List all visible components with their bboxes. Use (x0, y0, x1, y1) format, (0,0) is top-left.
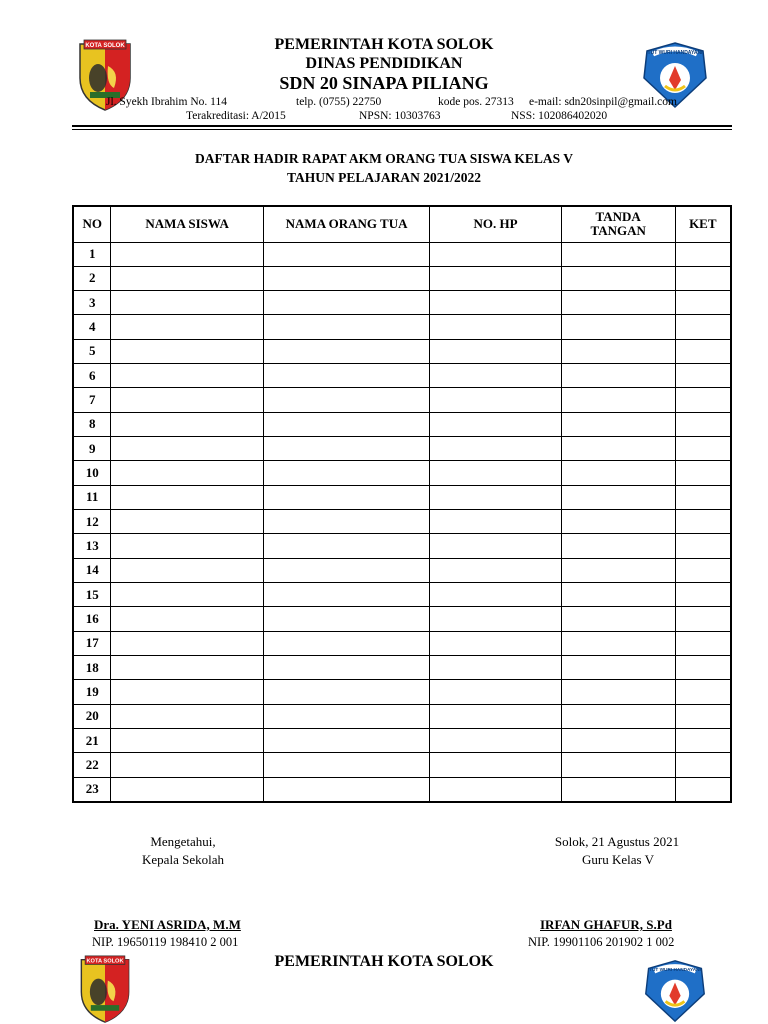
cell-nama-siswa (111, 388, 263, 412)
left-caption-1: Mengetahui, (150, 834, 216, 849)
cell-tanda-tangan (561, 266, 675, 290)
cell-tanda-tangan (561, 607, 675, 631)
cell-tanda-tangan (561, 364, 675, 388)
cell-ket (675, 388, 731, 412)
cell-nama-orang-tua (263, 729, 429, 753)
row-number: 2 (73, 266, 111, 290)
cell-nama-siswa (111, 437, 263, 461)
row-number: 15 (73, 583, 111, 607)
row-number: 6 (73, 364, 111, 388)
column-header-no: NO (73, 206, 111, 242)
email: e-mail: sdn20sinpil@gmail.com (529, 96, 677, 108)
column-header-tanda-tangan: TANDA TANGAN (561, 206, 675, 242)
header-divider-thin (72, 129, 732, 130)
row-number: 14 (73, 558, 111, 582)
cell-no-hp (430, 388, 561, 412)
row-number: 19 (73, 680, 111, 704)
cell-ket (675, 753, 731, 777)
table-row (73, 704, 731, 728)
teacher-name: IRFAN GHAFUR, S.Pd (540, 917, 672, 932)
cell-no-hp (430, 656, 561, 680)
cell-ket (675, 291, 731, 315)
cell-tanda-tangan (561, 291, 675, 315)
cell-nama-orang-tua (263, 583, 429, 607)
cell-nama-orang-tua (263, 777, 429, 801)
cell-no-hp (430, 461, 561, 485)
svg-text:KOTA SOLOK: KOTA SOLOK (86, 958, 124, 965)
cell-nama-siswa (111, 291, 263, 315)
cell-no-hp (430, 753, 561, 777)
row-number: 5 (73, 339, 111, 363)
table-row (73, 485, 731, 509)
table-row (73, 291, 731, 315)
cell-no-hp (430, 777, 561, 801)
cell-tanda-tangan (561, 631, 675, 655)
cell-nama-siswa (111, 485, 263, 509)
cell-nama-orang-tua (263, 656, 429, 680)
cell-ket (675, 558, 731, 582)
document-subtitle: TAHUN PELAJARAN 2021/2022 (286, 170, 481, 185)
cell-no-hp (430, 534, 561, 558)
cell-nama-siswa (111, 339, 263, 363)
cell-tanda-tangan (561, 656, 675, 680)
row-number: 22 (73, 753, 111, 777)
cell-tanda-tangan (561, 558, 675, 582)
cell-nama-orang-tua (263, 364, 429, 388)
cell-nama-siswa (111, 242, 263, 266)
row-number: 21 (73, 729, 111, 753)
cell-nama-orang-tua (263, 558, 429, 582)
row-number: 12 (73, 510, 111, 534)
cell-nama-siswa (111, 753, 263, 777)
cell-tanda-tangan (561, 242, 675, 266)
postal-code: kode pos. 27313 (438, 96, 514, 108)
row-number: 4 (73, 315, 111, 339)
cell-no-hp (430, 631, 561, 655)
cell-ket (675, 704, 731, 728)
cell-tanda-tangan (561, 510, 675, 534)
cell-tanda-tangan (561, 485, 675, 509)
table-row (73, 583, 731, 607)
cell-ket (675, 680, 731, 704)
cell-ket (675, 583, 731, 607)
cell-ket (675, 656, 731, 680)
cell-ket (675, 461, 731, 485)
row-number: 20 (73, 704, 111, 728)
table-row (73, 607, 731, 631)
cell-nama-siswa (111, 266, 263, 290)
cell-tanda-tangan (561, 777, 675, 801)
cell-nama-siswa (111, 461, 263, 485)
cell-nama-siswa (111, 704, 263, 728)
cell-nama-siswa (111, 412, 263, 436)
cell-tanda-tangan (561, 315, 675, 339)
npsn: NPSN: 10303763 (359, 110, 441, 122)
nss: NSS: 102086402020 (511, 110, 608, 122)
accreditation: Terakreditasi: A/2015 (186, 110, 286, 122)
row-number: 7 (73, 388, 111, 412)
cell-no-hp (430, 291, 561, 315)
cell-tanda-tangan (561, 534, 675, 558)
row-number: 16 (73, 607, 111, 631)
cell-nama-orang-tua (263, 753, 429, 777)
cell-nama-orang-tua (263, 485, 429, 509)
cell-nama-orang-tua (263, 534, 429, 558)
table-row (73, 680, 731, 704)
cell-nama-siswa (111, 315, 263, 339)
table-header-row (73, 206, 731, 242)
cell-nama-siswa (111, 583, 263, 607)
cell-tanda-tangan (561, 729, 675, 753)
cell-nama-orang-tua (263, 242, 429, 266)
row-number: 13 (73, 534, 111, 558)
row-number: 18 (73, 656, 111, 680)
table-row (73, 631, 731, 655)
table-row (73, 558, 731, 582)
cell-nama-siswa (111, 729, 263, 753)
cell-no-hp (430, 510, 561, 534)
table-row (73, 437, 731, 461)
cell-ket (675, 315, 731, 339)
cell-ket (675, 510, 731, 534)
cell-ket (675, 339, 731, 363)
cell-nama-orang-tua (263, 412, 429, 436)
cell-nama-siswa (111, 534, 263, 558)
cell-no-hp (430, 558, 561, 582)
cell-no-hp (430, 607, 561, 631)
column-header-no-hp: NO. HP (430, 206, 561, 242)
cell-nama-orang-tua (263, 437, 429, 461)
cell-nama-orang-tua (263, 680, 429, 704)
cell-tanda-tangan (561, 583, 675, 607)
table-body (73, 242, 731, 802)
cell-no-hp (430, 437, 561, 461)
cell-ket (675, 607, 731, 631)
cell-no-hp (430, 729, 561, 753)
column-header-nama-siswa: NAMA SISWA (111, 206, 263, 242)
teacher-nip: NIP. 19901106 201902 1 002 (528, 935, 675, 949)
cell-nama-siswa (111, 510, 263, 534)
table-row (73, 753, 731, 777)
cell-nama-siswa (111, 607, 263, 631)
table-row (73, 388, 731, 412)
cell-no-hp (430, 485, 561, 509)
address: Jl. Syekh Ibrahim No. 114 (106, 96, 227, 108)
left-caption-2: Kepala Sekolah (142, 852, 224, 867)
right-caption-2: Guru Kelas V (582, 852, 654, 867)
table-row (73, 461, 731, 485)
cell-nama-siswa (111, 631, 263, 655)
cell-ket (675, 485, 731, 509)
row-number: 10 (73, 461, 111, 485)
cell-ket (675, 777, 731, 801)
cell-ket (675, 437, 731, 461)
cell-no-hp (430, 680, 561, 704)
cell-nama-siswa (111, 680, 263, 704)
cell-tanda-tangan (561, 704, 675, 728)
cell-ket (675, 364, 731, 388)
svg-text:TUT WURI HANDAYANI: TUT WURI HANDAYANI (649, 967, 701, 973)
table-row (73, 412, 731, 436)
cell-no-hp (430, 704, 561, 728)
row-number: 17 (73, 631, 111, 655)
footer-header-line: PEMERINTAH KOTA SOLOK (274, 953, 494, 970)
table-row (73, 242, 731, 266)
telephone: telp. (0755) 22750 (296, 96, 382, 108)
cell-tanda-tangan (561, 680, 675, 704)
cell-nama-orang-tua (263, 704, 429, 728)
cell-nama-siswa (111, 364, 263, 388)
svg-text:KOTA SOLOK: KOTA SOLOK (85, 43, 125, 49)
header-line-2: DINAS PENDIDIKAN (305, 55, 463, 72)
cell-no-hp (430, 315, 561, 339)
svg-text:TUT WURI HANDAYANI: TUT WURI HANDAYANI (647, 50, 703, 56)
school-name: SDN 20 SINAPA PILIANG (279, 73, 489, 93)
row-number: 11 (73, 485, 111, 509)
cell-tanda-tangan (561, 339, 675, 363)
row-number: 8 (73, 412, 111, 436)
cell-no-hp (430, 339, 561, 363)
document-title: DAFTAR HADIR RAPAT AKM ORANG TUA SISWA KELAS V (194, 151, 574, 166)
table-row (73, 315, 731, 339)
column-header-nama-orang-tua: NAMA ORANG TUA (263, 206, 429, 242)
cell-ket (675, 266, 731, 290)
cell-nama-siswa (111, 558, 263, 582)
header-divider-thick (72, 125, 732, 127)
cell-ket (675, 729, 731, 753)
table-row (73, 534, 731, 558)
cell-nama-orang-tua (263, 607, 429, 631)
principal-name: Dra. YENI ASRIDA, M.M (94, 917, 241, 932)
row-number: 1 (73, 242, 111, 266)
cell-nama-orang-tua (263, 315, 429, 339)
cell-no-hp (430, 583, 561, 607)
cell-nama-orang-tua (263, 510, 429, 534)
header-line-1: PEMERINTAH KOTA SOLOK (274, 36, 494, 53)
cell-nama-orang-tua (263, 266, 429, 290)
table-row (73, 339, 731, 363)
table-row (73, 510, 731, 534)
cell-nama-orang-tua (263, 461, 429, 485)
cell-nama-orang-tua (263, 631, 429, 655)
table-row (73, 729, 731, 753)
cell-tanda-tangan (561, 412, 675, 436)
row-number: 9 (73, 437, 111, 461)
table-row (73, 656, 731, 680)
cell-nama-siswa (111, 656, 263, 680)
cell-no-hp (430, 412, 561, 436)
tut-wuri-handayani-logo-bottom (641, 958, 709, 1024)
cell-tanda-tangan (561, 753, 675, 777)
cell-nama-orang-tua (263, 291, 429, 315)
cell-ket (675, 631, 731, 655)
cell-no-hp (430, 242, 561, 266)
table-row (73, 266, 731, 290)
kota-solok-logo-bottom (74, 954, 136, 1024)
cell-nama-orang-tua (263, 339, 429, 363)
place-date: Solok, 21 Agustus 2021 (554, 834, 680, 849)
cell-tanda-tangan (561, 461, 675, 485)
cell-no-hp (430, 266, 561, 290)
cell-tanda-tangan (561, 437, 675, 461)
row-number: 3 (73, 291, 111, 315)
table-row (73, 364, 731, 388)
table-row (73, 777, 731, 801)
attendance-table (72, 205, 732, 803)
cell-ket (675, 412, 731, 436)
cell-nama-siswa (111, 777, 263, 801)
cell-no-hp (430, 364, 561, 388)
row-number: 23 (73, 777, 111, 801)
cell-tanda-tangan (561, 388, 675, 412)
column-header-ket: KET (675, 206, 731, 242)
cell-ket (675, 534, 731, 558)
cell-nama-orang-tua (263, 388, 429, 412)
cell-ket (675, 242, 731, 266)
principal-nip: NIP. 19650119 198410 2 001 (92, 935, 239, 949)
